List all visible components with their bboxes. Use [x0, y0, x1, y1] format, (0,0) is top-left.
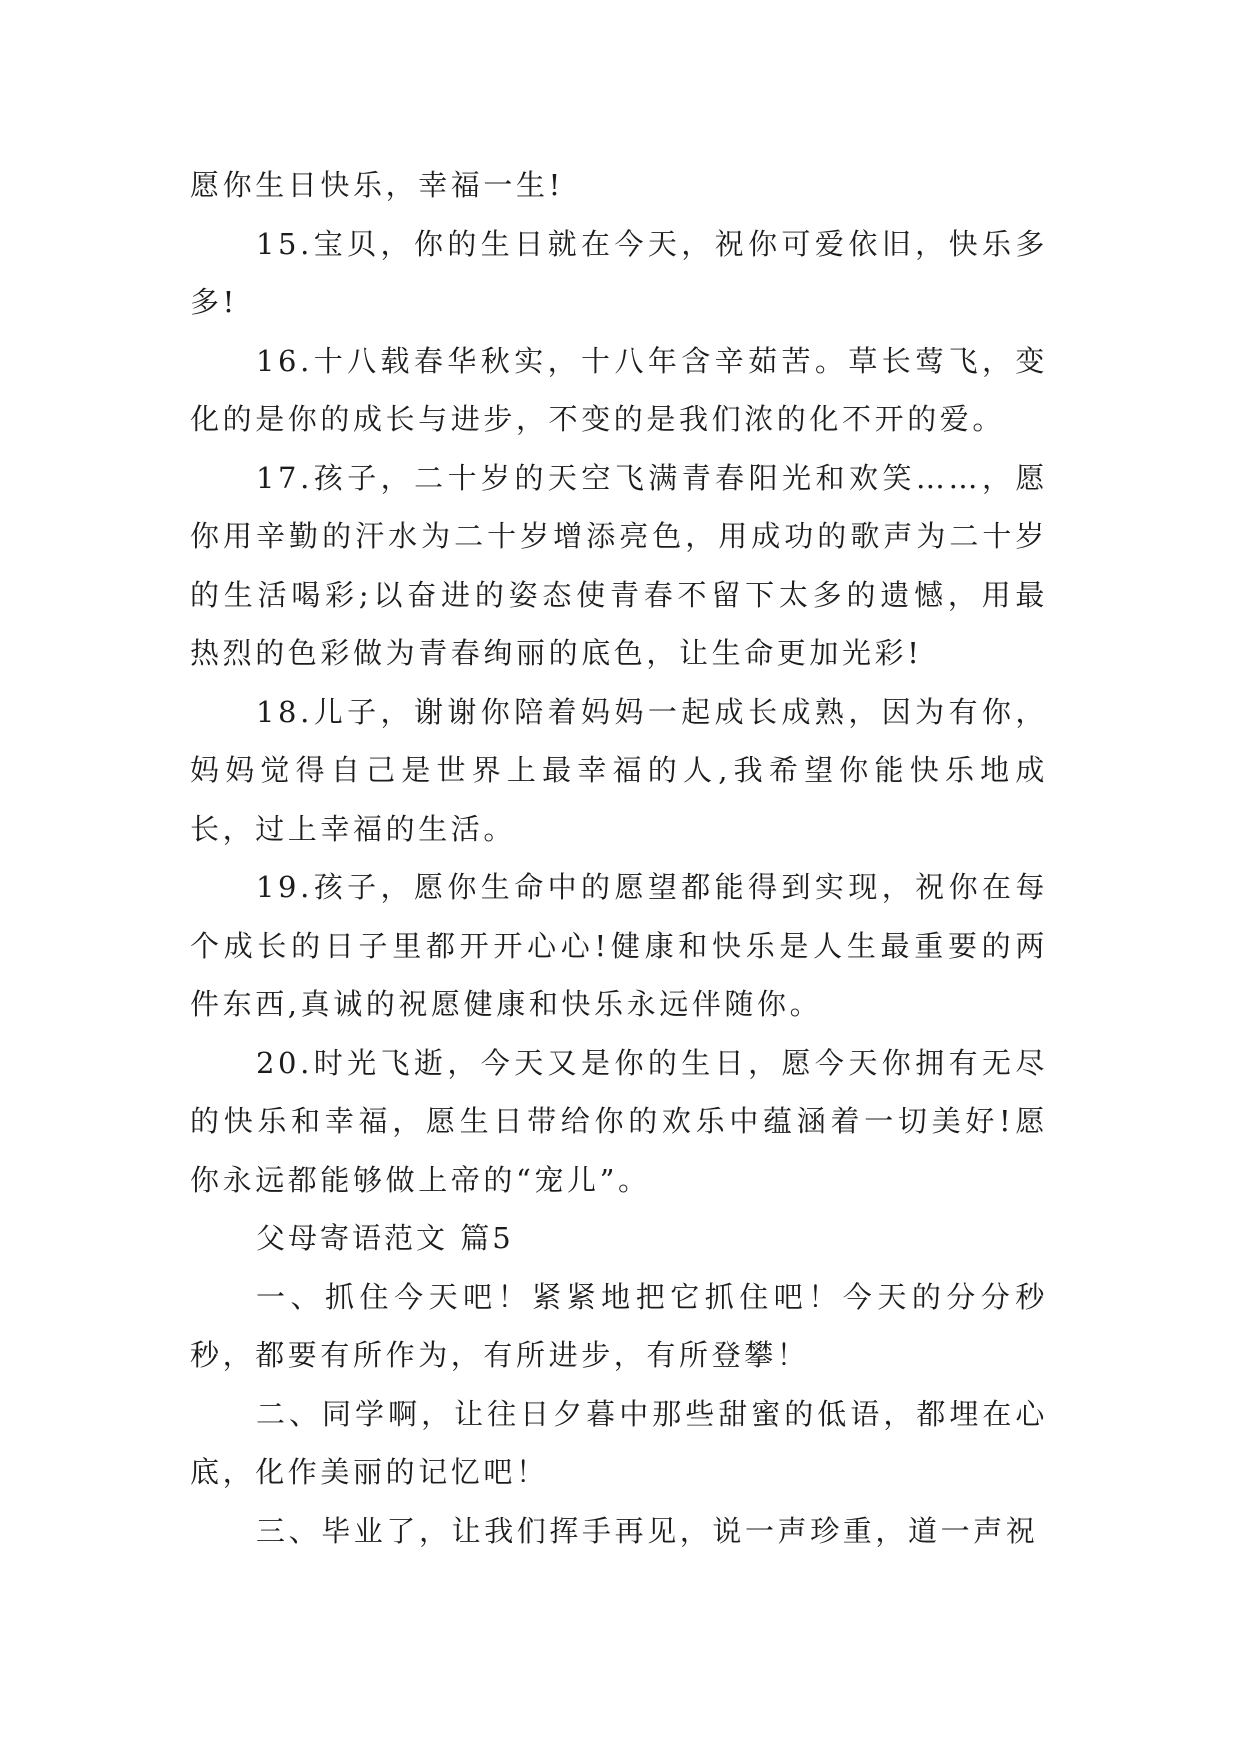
paragraph-item-20: 20.时光飞逝，今天又是你的生日，愿今天你拥有无尽的快乐和幸福，愿生日带给你的欢乐中蕴涵着一切美好!愿你永远都能够做上帝的“宠儿”。	[190, 1045, 1048, 1197]
paragraph-item-15: 15.宝贝，你的生日就在今天，祝你可爱依旧，快乐多多!	[190, 226, 1048, 319]
paragraph-section-3: 三、毕业了，让我们挥手再见，说一声珍重，道一声祝	[256, 1513, 1039, 1548]
paragraph-continuation: 愿你生日快乐，幸福一生!	[190, 168, 564, 202]
paragraph-item-18: 18.儿子，谢谢你陪着妈妈一起成长成熟，因为有你，妈妈觉得自己是世界上最幸福的人,我希望你能快乐地成长，过上幸福的生活。	[190, 694, 1048, 846]
section-heading: 父母寄语范文 篇5	[256, 1221, 514, 1255]
paragraph-section-2: 二、同学啊，让往日夕暮中那些甜蜜的低语，都埋在心底，化作美丽的记忆吧！	[190, 1396, 1048, 1489]
paragraph-item-16: 16.十八载春华秋实，十八年含辛茹苦。草长莺飞，变化的是你的成长与进步，不变的是我们浓的化不开的爱。	[190, 343, 1048, 436]
paragraph-item-19: 19.孩子，愿你生命中的愿望都能得到实现，祝你在每个成长的日子里都开开心心!健康和快乐是人生最重要的两件东西,真诚的祝愿健康和快乐永远伴随你。	[190, 870, 1048, 1021]
document-page	[190, 156, 1048, 1560]
paragraph-section-1: 一、抓住今天吧！紧紧地把它抓住吧！今天的分分秒秒，都要有所作为，有所进步，有所登攀！	[190, 1279, 1048, 1372]
paragraph-item-17: 17.孩子，二十岁的天空飞满青春阳光和欢笑……，愿你用辛勤的汗水为二十岁增添亮色，用成功的歌声为二十岁的生活喝彩;以奋进的姿态使青春不留下太多的遗憾，用最热烈的色彩做为青春绚丽的底色，让生命更加光彩!	[190, 460, 1048, 670]
